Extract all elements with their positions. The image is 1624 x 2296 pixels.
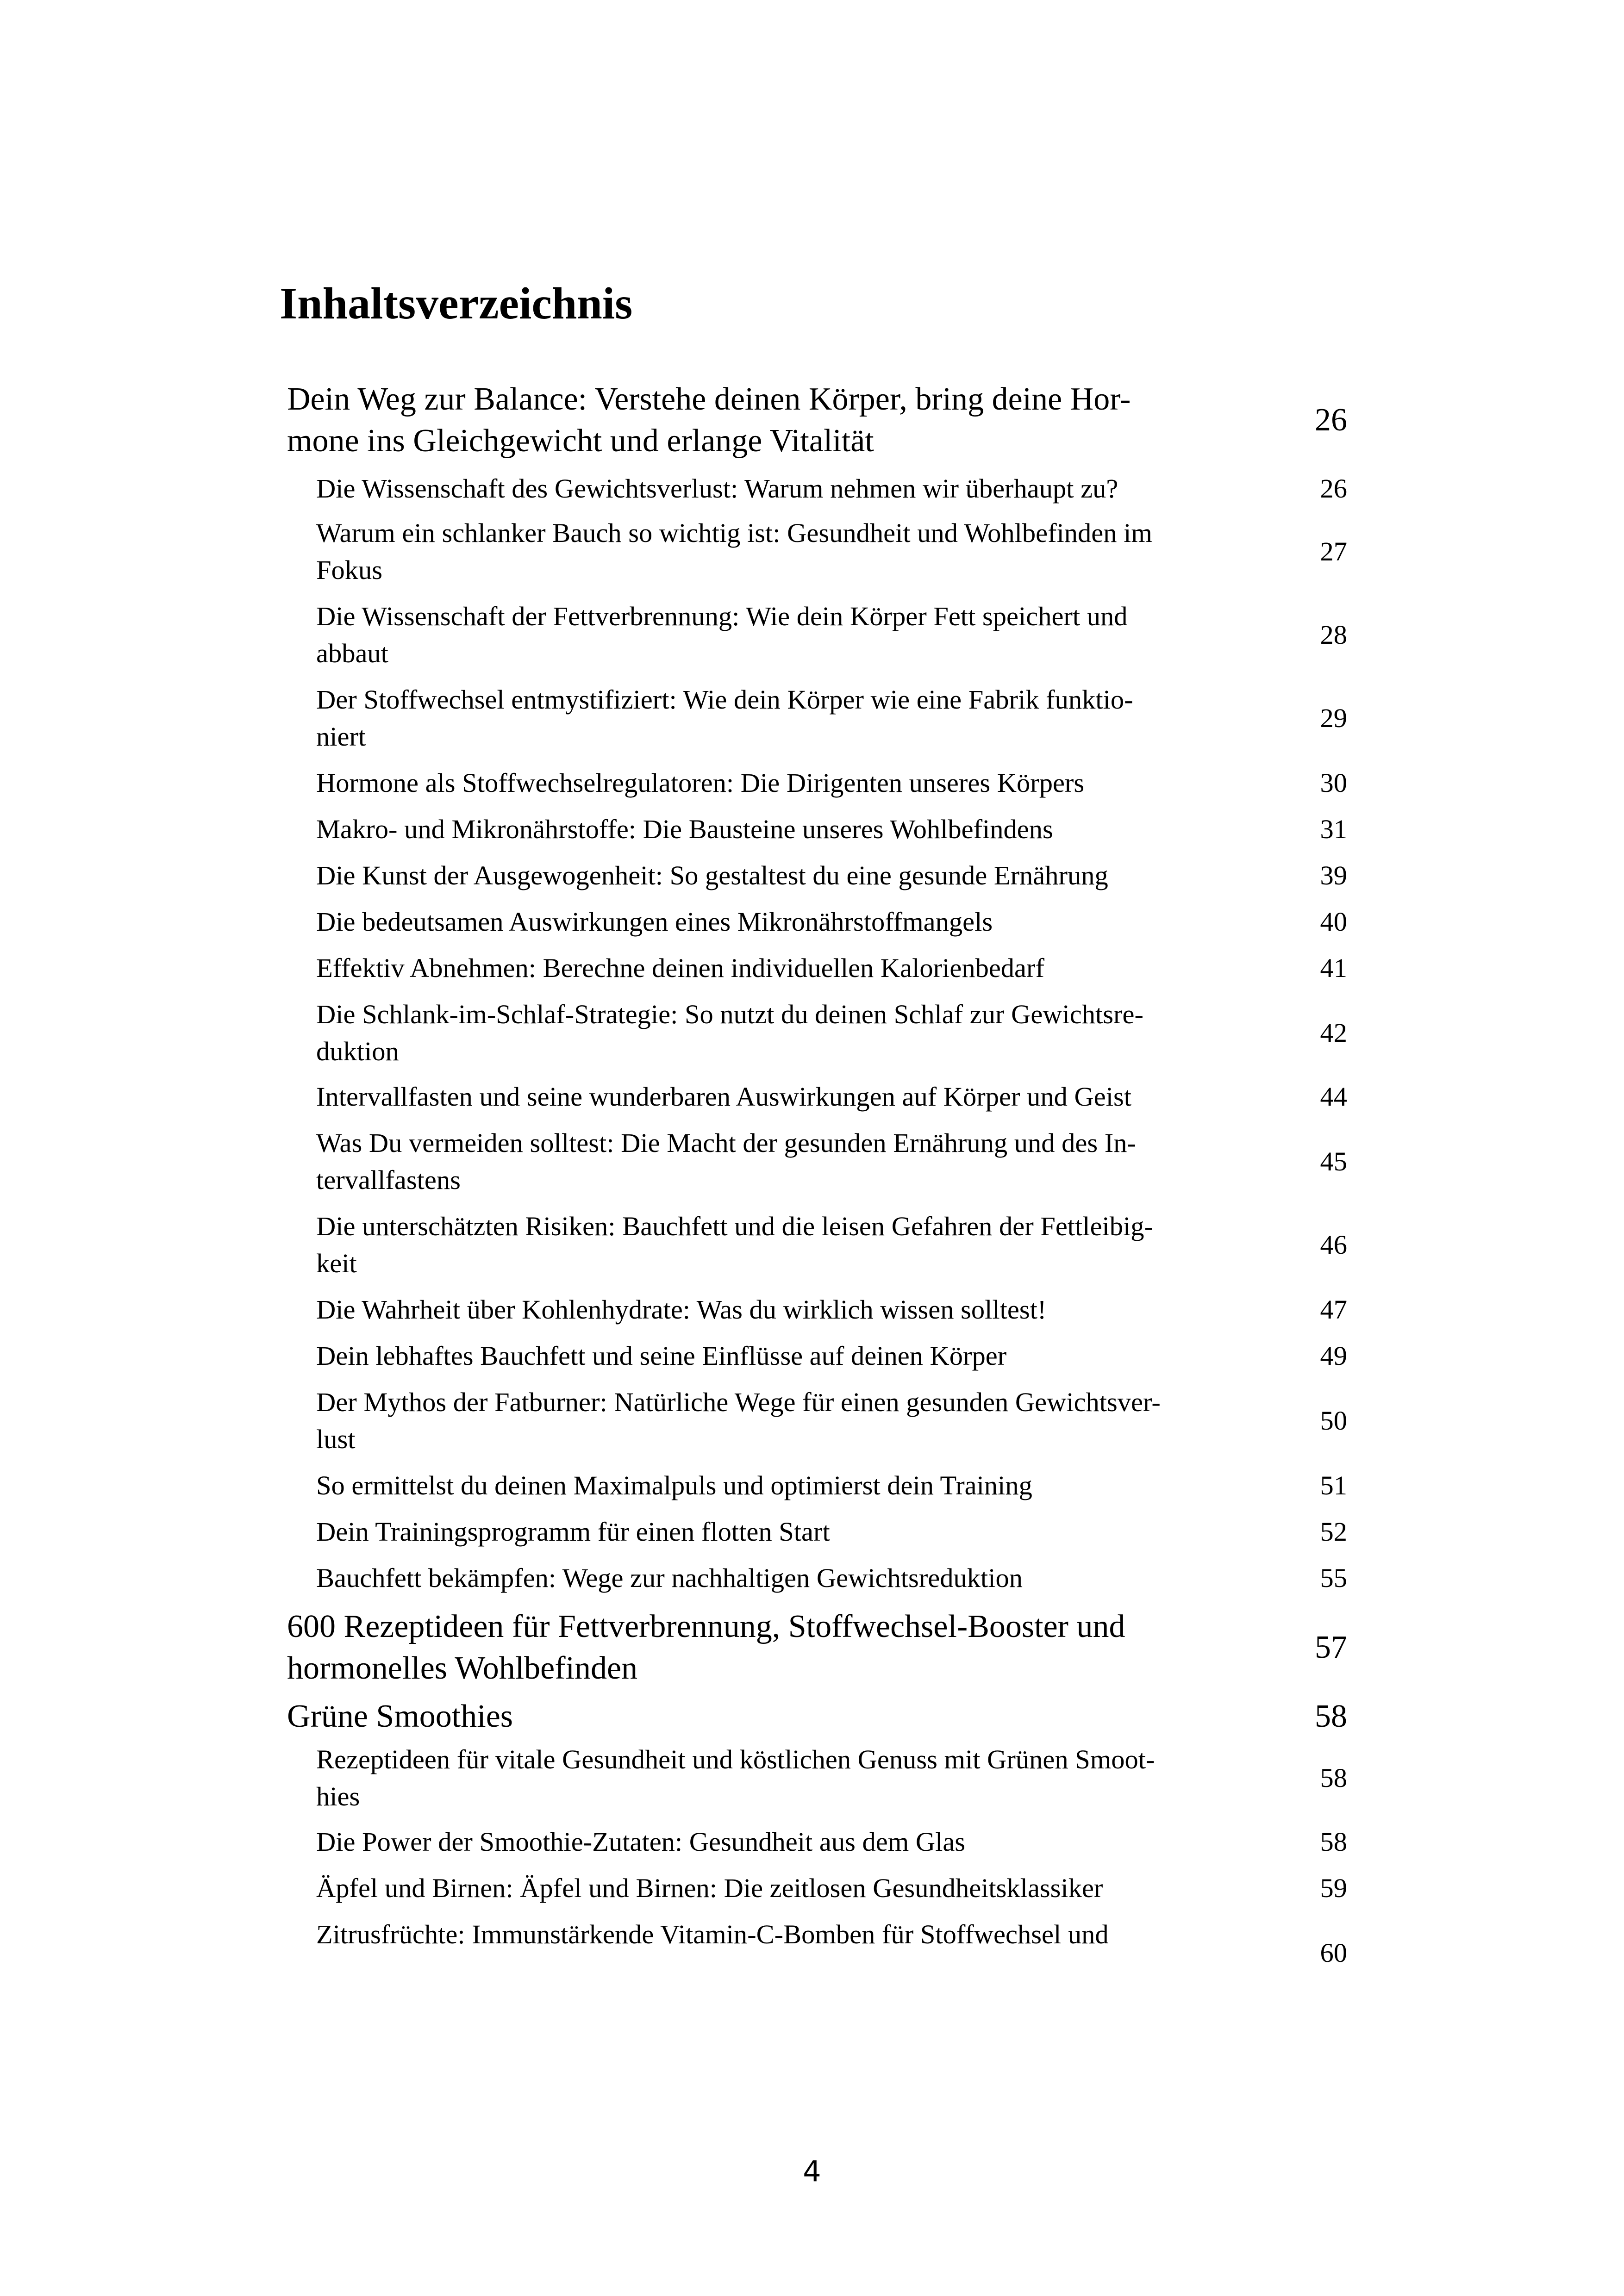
toc-page-number: 30: [1320, 768, 1347, 798]
toc-entry-title-line: Bauchfett bekämpfen: Wege zur nachhaltigen Gewichtsreduktion: [316, 1563, 1023, 1593]
toc-page-number: 26: [1320, 473, 1347, 504]
toc-entry-title-line: abbaut: [316, 638, 388, 668]
toc-page-number: 47: [1320, 1294, 1347, 1325]
toc-section-entry[interactable]: [287, 1338, 1347, 1375]
toc-section-entry[interactable]: [287, 515, 1347, 589]
toc-entry-title: [316, 1208, 1153, 1282]
toc-entry-title: [316, 1823, 965, 1860]
toc-entry-title: [316, 1078, 1131, 1115]
toc-page-number: 29: [1320, 703, 1347, 733]
toc-page-number: 27: [1320, 536, 1347, 566]
toc-entry-title-line: Die Power der Smoothie-Zutaten: Gesundheit aus dem Glas: [316, 1827, 966, 1857]
toc-entry-title-line: Die Schlank-im-Schlaf-Strategie: So nutzt du deinen Schlaf zur Gewichtsre-: [316, 999, 1143, 1029]
toc-entry-title-line: Die bedeutsamen Auswirkungen eines Mikronährstoffmangels: [316, 907, 993, 937]
toc-entry-title: [316, 1467, 1032, 1504]
toc-entry-title: [316, 996, 1143, 1070]
toc-entry-title-line: niert: [316, 722, 366, 752]
toc-section-entry[interactable]: [287, 1513, 1347, 1550]
toc-entry-title-line: hies: [316, 1781, 360, 1811]
toc-entry-title-line: 600 Rezeptideen für Fettverbrennung, Stoffwechsel-Booster und: [287, 1609, 1125, 1644]
toc-entry-title: [316, 470, 1118, 507]
toc-section-entry[interactable]: [287, 470, 1347, 507]
toc-entry-title: [316, 1741, 1155, 1815]
toc-section-entry[interactable]: [287, 1467, 1347, 1504]
toc-section-entry[interactable]: [287, 1916, 1347, 1990]
toc-entry-title-line: tervallfastens: [316, 1165, 461, 1195]
toc-section-entry[interactable]: [287, 1078, 1347, 1115]
toc-entry-title-line: Äpfel und Birnen: Äpfel und Birnen: Die zeitlosen Gesundheitsklassiker: [316, 1873, 1103, 1903]
toc-page-number: 41: [1320, 953, 1347, 983]
toc-entry-title-line: Effektiv Abnehmen: Berechne deinen individuellen Kalorienbedarf: [316, 953, 1044, 983]
toc-page-number: 60: [1320, 1938, 1347, 1968]
toc-section-entry[interactable]: [287, 1208, 1347, 1282]
toc-entry-title: [316, 765, 1084, 802]
toc-entry-title: [316, 1291, 1046, 1328]
toc-entry-title-line: So ermittelst du deinen Maximalpuls und optimierst dein Training: [316, 1470, 1032, 1500]
toc-entry-title: [287, 1606, 1125, 1689]
toc-section-entry[interactable]: [287, 1125, 1347, 1199]
toc-page-number: 45: [1320, 1146, 1347, 1176]
toc-entry-title: [316, 857, 1108, 894]
toc-section-entry[interactable]: [287, 811, 1347, 848]
toc-entry-title-line: Der Mythos der Fatburner: Natürliche Wege für einen gesunden Gewichtsver-: [316, 1387, 1161, 1417]
toc-entry-title: [316, 515, 1152, 589]
toc-entry-title-line: Dein Trainingsprogramm für einen flotten Start: [316, 1517, 830, 1547]
toc-entry-title-line: lust: [316, 1424, 356, 1454]
page-number: 4: [803, 2154, 821, 2188]
toc-page-number: 58: [1320, 1827, 1347, 1857]
toc-entry-title: [287, 1696, 513, 1737]
toc-entry-title: [316, 1870, 1103, 1907]
toc-page-number: 28: [1320, 620, 1347, 650]
toc-entry-title-line: Intervallfasten und seine wunderbaren Auswirkungen auf Körper und Geist: [316, 1082, 1131, 1112]
toc-section-entry[interactable]: [287, 765, 1347, 802]
toc-page-number: 46: [1320, 1230, 1347, 1260]
toc-entry-title-line: Hormone als Stoffwechselregulatoren: Die Dirigenten unseres Körpers: [316, 768, 1085, 798]
toc-section-entry[interactable]: [287, 681, 1347, 755]
toc-chapter-entry[interactable]: [287, 379, 1347, 462]
toc-section-entry[interactable]: [287, 598, 1347, 672]
toc-section-entry[interactable]: [287, 857, 1347, 894]
toc-entry-title-line: [316, 1953, 1109, 1990]
toc-page-number: 39: [1320, 860, 1347, 890]
toc-page-number: 49: [1320, 1341, 1347, 1371]
toc-entry-title-line: Warum ein schlanker Bauch so wichtig ist: Gesundheit und Wohlbefinden im: [316, 518, 1152, 548]
toc-entry-title: [287, 379, 1131, 462]
toc-entry-title-line: Die Wissenschaft der Fettverbrennung: Wie dein Körper Fett speichert und: [316, 601, 1128, 631]
toc-entry-title: [316, 1384, 1161, 1458]
toc-entry-title-line: Dein Weg zur Balance: Verstehe deinen Körper, bring deine Hor-: [287, 381, 1131, 417]
toc-entry-title: [316, 598, 1128, 672]
toc-section-entry[interactable]: [287, 950, 1347, 987]
toc-entry-title: [316, 681, 1133, 755]
toc-entry-title-line: Die Wahrheit über Kohlenhydrate: Was du wirklich wissen solltest!: [316, 1294, 1047, 1325]
toc-chapter-entry[interactable]: [287, 1696, 1347, 1737]
toc-entry-title-line: duktion: [316, 1036, 399, 1066]
toc-entry-title: [316, 1125, 1136, 1199]
toc-entry-title-line: Dein lebhaftes Bauchfett und seine Einflüsse auf deinen Körper: [316, 1341, 1007, 1371]
toc-entry-title: [316, 950, 1044, 987]
toc-section-entry[interactable]: [287, 1823, 1347, 1860]
page-title: Inhaltsverzeichnis: [280, 279, 633, 329]
toc-page-number: 52: [1320, 1517, 1347, 1547]
toc-section-entry[interactable]: [287, 1384, 1347, 1458]
toc-page-number: 55: [1320, 1563, 1347, 1593]
toc-page-number: 58: [1315, 1699, 1347, 1734]
toc-page-number: 40: [1320, 907, 1347, 937]
toc-page-number: 59: [1320, 1873, 1347, 1903]
toc-section-entry[interactable]: [287, 1741, 1347, 1815]
toc-entry-title-line: Der Stoffwechsel entmystifiziert: Wie dein Körper wie eine Fabrik funktio-: [316, 684, 1133, 715]
toc-entry-title: [316, 1560, 1023, 1597]
toc-page-number: 26: [1315, 402, 1347, 438]
toc-section-entry[interactable]: [287, 1560, 1347, 1597]
toc-page-number: 50: [1320, 1406, 1347, 1436]
toc-section-entry[interactable]: [287, 1870, 1347, 1907]
toc-page-number: 44: [1320, 1082, 1347, 1112]
toc-entry-title-line: Grüne Smoothies: [287, 1699, 513, 1734]
toc-entry-title-line: Zitrusfrüchte: Immunstärkende Vitamin-C-Bomben für Stoffwechsel und: [316, 1919, 1109, 1949]
toc-page-number: 42: [1320, 1018, 1347, 1048]
toc-entry-title-line: Die unterschätzten Risiken: Bauchfett und die leisen Gefahren der Fettleibig-: [316, 1211, 1154, 1241]
toc-entry-title-line: Die Kunst der Ausgewogenheit: So gestaltest du eine gesunde Ernährung: [316, 860, 1108, 890]
toc-entry-title: [316, 811, 1053, 848]
toc-entry-title-line: mone ins Gleichgewicht und erlange Vitalität: [287, 423, 874, 459]
toc-section-entry[interactable]: [287, 1291, 1347, 1328]
toc-page-number: 58: [1320, 1763, 1347, 1793]
toc-entry-title: [316, 903, 993, 940]
toc-entry-title-line: hormonelles Wohlbefinden: [287, 1650, 638, 1686]
toc-entry-title-line: Was Du vermeiden solltest: Die Macht der gesunden Ernährung und des In-: [316, 1128, 1136, 1158]
toc-chapter-entry[interactable]: [287, 1606, 1347, 1689]
toc-entry-title-line: Fokus: [316, 555, 383, 585]
toc-section-entry[interactable]: [287, 903, 1347, 940]
toc-entry-title: [316, 1916, 1109, 1990]
toc-entry-title-line: Die Wissenschaft des Gewichtsverlust: Warum nehmen wir überhaupt zu?: [316, 473, 1118, 504]
toc-page-number: 51: [1320, 1470, 1347, 1500]
toc-page-number: 31: [1320, 814, 1347, 844]
toc-entry-title-line: Rezeptideen für vitale Gesundheit und köstlichen Genuss mit Grünen Smoot-: [316, 1744, 1155, 1774]
toc-entry-title: [316, 1338, 1006, 1375]
toc-entry-title-line: keit: [316, 1248, 357, 1278]
toc-entry-title: [316, 1513, 830, 1550]
toc-entry-title-line: Makro- und Mikronährstoffe: Die Bausteine unseres Wohlbefindens: [316, 814, 1053, 844]
toc-page-number: 57: [1315, 1630, 1347, 1665]
toc-section-entry[interactable]: [287, 996, 1347, 1070]
